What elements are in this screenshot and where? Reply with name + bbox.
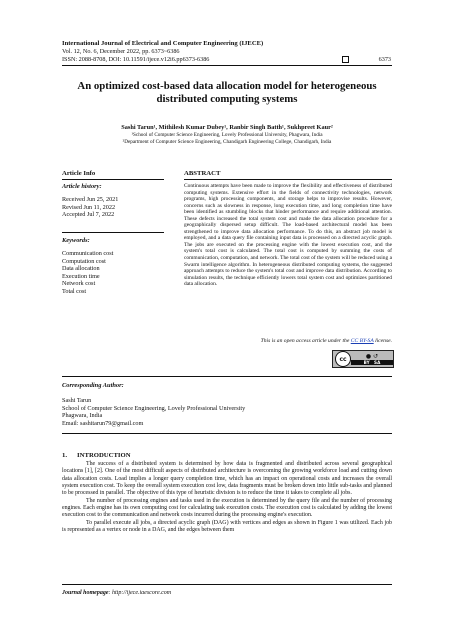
revised-date: Revised Jun 11, 2022 <box>62 203 116 211</box>
history-rule <box>62 232 164 233</box>
paragraph: To parallel execute all jobs, a directed acyclic graph (DAG) with vertices and edges as shown in Figure 1 was utilized. Each job is represented as a vertex or node in a DAG, and the edges between them <box>62 519 392 534</box>
license-note <box>184 338 392 344</box>
footer-rule <box>62 584 392 585</box>
abstract-rule <box>184 179 392 180</box>
corresponding-details <box>62 397 392 427</box>
license-prefix: This is an open access article under the <box>260 338 351 344</box>
keywords-heading: Keywords: <box>62 237 90 244</box>
square-icon <box>342 56 349 63</box>
corresponding-address: School of Computer Science Engineering, Lovely Professional University <box>62 404 246 412</box>
keyword: Total cost <box>62 287 87 295</box>
journal-name: International Journal of Electrical and Computer Engineering (IJECE) <box>62 40 264 47</box>
accepted-date: Accepted Jul 7, 2022 <box>62 211 115 219</box>
corresponding-heading: Corresponding Author: <box>62 382 124 389</box>
history-list <box>62 196 164 219</box>
abstract-text: Continuous attempts have been made to improve the flexibility and effectiveness of distributed computing systems. Extensive effort in the fields of connectivity technologies, network programs, high processing components, and storage helps to improvise results. However, concerns such as slowness in response, long execution time, and long completion time have been identified as stumbling blocks that hinder performance and require additional attention. These defects increased the total system cost and made the data allocation procedure for a geographically dispersed setup difficult. The load-based architectural model has been strengthened to improve data allocation performance. To do this, an abstract job model is employed, and a data query file containing input data is processed on a directed acyclic graph. The jobs are executed on the processing engine with the lowest execution cost, and the system's total cost is calculated. The total cost is computed by summing the costs of communication, computation, and network. The total cost of the system will be reduced using a Swarm intelligence algorithm. In heterogeneous distributed computing systems, the suggested approach attempts to reduce the system's total cost and improve data distribution. According to simulation results, the technique efficiently lowers total system cost and optimizes partitioned data allocation. <box>184 183 392 288</box>
volume-info: Vol. 12, No. 6, December 2022, pp. 6373~6386 <box>62 48 180 55</box>
affiliation-2: ²Department of Computer Science Engineering, Chandigarh Engineering College, Chandigarh, India <box>122 139 332 145</box>
article-info-heading: Article Info <box>62 170 96 177</box>
page-number-value: 6373 <box>378 56 391 63</box>
keyword: Data allocation <box>62 265 100 273</box>
corresponding-name: Sashi Tarun <box>62 397 92 404</box>
paper-title: An optimized cost-based data allocation model for heterogeneous distributed computing systems <box>77 80 377 105</box>
keyword-list <box>62 250 164 296</box>
history-heading: Article history: <box>62 183 102 190</box>
cc-label <box>351 360 393 365</box>
keyword: Execution time <box>62 272 100 280</box>
corresponding-city: Phagwara, India <box>62 412 103 420</box>
license-suffix: license. <box>373 338 392 344</box>
homepage-url[interactable]: : http://ijece.iaescore.com <box>108 590 172 596</box>
abstract-heading: ABSTRACT <box>184 170 221 177</box>
issn-doi: ISSN: 2088-8708, DOI: 10.11591/ijece.v12i6.pp6373-6386 <box>62 56 210 63</box>
paragraph: The number of processing engines and tasks used in the execution is determined by the query file and the number of processing engines. Each engine has its own computing cost for calculating task execution costs. The execution cost is calculated by adding the lowest execution cost to the communication and network costs incurred during the processing engine's execution. <box>62 497 392 519</box>
cc-logo-icon: cc <box>335 351 351 367</box>
homepage-label: Journal homepage <box>62 590 109 596</box>
introduction-heading: 1. INTRODUCTION <box>62 452 131 459</box>
keyword: Communication cost <box>62 250 114 257</box>
affiliation-1: ¹School of Computer Science Engineering, Lovely Professional University, Phagwara, India <box>131 132 323 138</box>
article-info-rule <box>62 179 164 180</box>
keyword: Computation cost <box>62 257 106 265</box>
introduction-body <box>62 461 392 534</box>
page-number <box>342 56 391 63</box>
journal-homepage <box>62 590 171 596</box>
corresponding-bottom-rule <box>62 433 392 434</box>
cc-icons <box>351 353 393 365</box>
paragraph: The success of a distributed system is determined by how data is fragmented and distributed across several geographical locations [1], [2]. One of the most difficult aspects of distributed architecture is overcoming the growing workforce load and cutting down data allocation costs. Load implies a longer query completion time, which has an impact on operational costs and increases the overall system execution cost. To keep the overall system execution cost low, data fragments must be broken down into little sub-tasks and planned to be processed in parallel. The objective of this type of heuristic division is to reduce the time it takes to complete all jobs. <box>62 461 392 497</box>
corresponding-top-rule <box>62 376 392 377</box>
header-rule <box>62 65 392 66</box>
corresponding-email[interactable]: Email: sashitarun79@gmail.com <box>62 419 144 427</box>
received-date: Received Jun 25, 2021 <box>62 196 119 203</box>
sa-label: SA <box>374 360 381 365</box>
keyword: Network cost <box>62 280 96 288</box>
author-list: Sashi Tarun¹, Mithilesh Kumar Dubey¹, Ranbir Singh Batth¹, Sukhpreet Kaur² <box>121 124 333 131</box>
cc-by-sa-badge[interactable] <box>332 350 394 368</box>
by-sa-icon: ● ↺ <box>365 353 379 360</box>
by-label: BY <box>363 360 370 365</box>
license-link[interactable]: CC BY-SA <box>350 338 374 344</box>
